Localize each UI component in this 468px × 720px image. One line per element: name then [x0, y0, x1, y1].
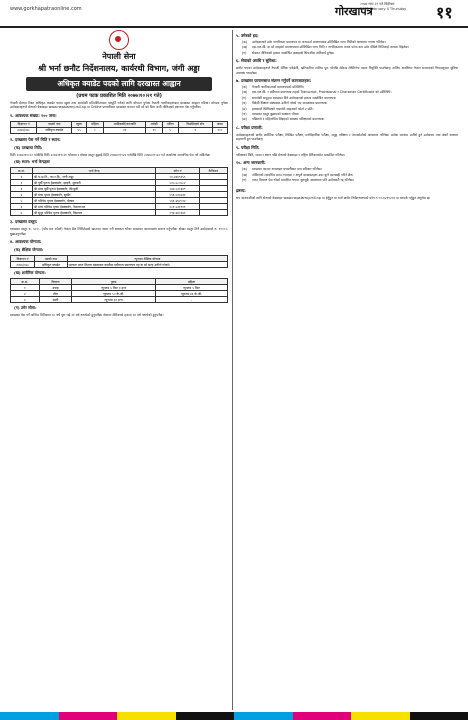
list-item-text: समावेशी समूहमा दरखास्त दिने उम्मेदवारको हकमा सम्बन्धित प्रमाणपत्र।	[252, 95, 337, 100]
list-item-text: उम्मेदवारको उमेर नागरिकता प्रमाणपत्र वा जन्मदर्ता प्रमाणपत्रमा उल्लिखित जन्म मितिको आधारमा गणना गरिनेछ।	[252, 40, 386, 44]
org-name: नेपाली सेना	[102, 52, 136, 61]
section-heading: ८. परीक्षा प्रणाली:	[236, 124, 263, 130]
table-cell: ५	[162, 127, 178, 133]
list-item: (च) दरखास्त दस्तुर बुझाएको सक्कल भौचर।	[242, 112, 458, 116]
list-item-text: सेवारत सैनिकको हकमा सम्बन्धित इकाइको सिफारिस अनिवार्य हुनेछ।	[252, 50, 335, 55]
notice-header	[10, 30, 228, 99]
section-heading: ९. परीक्षा मिति:	[236, 144, 260, 150]
list-item: (ख) एस.एल.सी. र प्रवीणता प्रमाणपत्र तहको Transcript, Provisional र Character Certificate को प्रतिलिपि।	[242, 90, 458, 94]
table-cell: १	[11, 285, 40, 291]
education-table	[10, 255, 228, 268]
table-cell: ०४७-५२०३४९	[156, 186, 199, 192]
table-cell: ३	[11, 297, 40, 303]
table-cell: १००	[212, 127, 227, 133]
directorate-name: श्री भर्ना छनौट निर्देशनालय, कार्यरथी विभाग, जंगी अड्डा	[38, 64, 200, 73]
list-item-text: एस.एल.सी. र प्रवीणता प्रमाणपत्र तहको Transcript, Provisional र Character Certificate को प्रतिलिपि।	[252, 90, 392, 95]
table-cell: २	[11, 180, 33, 186]
section-text: परीक्षाको मिति, समय र स्थान पछि सेनाको वेबसाइट र राष्ट्रिय दैनिकमार्फत प्रकाशित गरिनेछ।	[236, 152, 345, 157]
table-cell: ०५६-५२८७३१	[156, 192, 199, 198]
table-cell: श्री पश्चिम पृतना हेडक्वार्टर, पोखरा	[32, 198, 155, 204]
table-header: पदको नाम	[37, 121, 72, 127]
table-cell: न्यूनतम ४६ के.जी.	[155, 291, 227, 297]
table-header: विवरण	[39, 279, 72, 285]
dateline-english: 2021 February 4 Thursday	[360, 7, 407, 11]
list-item: (ङ) हालसालै खिचिएको पासपोर्ट साइजको फोटो २ प्रति।	[242, 107, 458, 111]
table-cell: २	[11, 291, 40, 297]
list-item: (क) नेपाली नागरिकताको प्रमाणपत्रको प्रतिलिपि।	[242, 85, 458, 89]
table-row	[11, 297, 228, 303]
table-header: पुरुष	[72, 279, 156, 285]
table-cell: श्री मध्य पूर्वी पृतना हेडक्वार्टर, सिन्धुली	[32, 186, 155, 192]
list-item-text: गलत विवरण पेस गरेको प्रमाणित भएमा जुनसुकै अवस्थामा पनि उम्मेदवारी रद्द गरिनेछ।	[252, 177, 354, 182]
table-cell: श्री मध्य पृतना हेडक्वार्टर, सुर्खेत	[32, 192, 155, 198]
army-emblem-icon	[109, 30, 129, 50]
subsection-heading: (ग) उमेर सीमा:	[14, 305, 37, 311]
table-header: विज्ञापन नं	[11, 121, 37, 127]
table-header: खुला	[72, 121, 86, 127]
table-cell: ८	[86, 127, 103, 133]
table-row	[11, 210, 228, 216]
page-number: ११	[436, 3, 453, 22]
subsection-heading: (क) दरखास्त मिति:	[14, 144, 43, 150]
table-cell: ०८१-५२१९११	[156, 204, 199, 210]
table-cell: ०२५-५८०५८२	[156, 180, 199, 186]
table-cell: तौल	[39, 291, 72, 297]
table-cell: ३	[11, 186, 33, 192]
list-item: (ग) समावेशी समूहमा दरखास्त दिने उम्मेदवारको हकमा सम्बन्धित प्रमाणपत्र।	[242, 96, 458, 100]
list-item-text: तोकिएको म्यादभित्र प्राप्त नभएका र अपूर्ण दरखास्तहरू उपर कुनै कारबाही गरिने छैन।	[252, 172, 354, 177]
table-cell: न्यूनतम ३२ इन्च	[72, 297, 156, 303]
notice-title: अधिकृत क्याडेट पदको लागि दरखास्त आह्वान	[26, 77, 212, 91]
intro-paragraph: नेपाली सेनामा रिक्त अधिकृत क्याडेट पदमा खुला तथा समावेशी प्रतियोगिताबाट पदपूर्ति गर्नको लागि योग्यता पुगेका नेपाली नागरिकहरूबाट दरखास्त आह्वान गरिन्छ। योग्यता पुगेका उम्मेदवारहरूले सेनाको वेबसाइट www.nepalarmy.mil.np मा Online प्रणालीबाट दरखास्त फाराम भरी सो को प्रिन्ट कपी तोकिएको स्थानमा पेश गर्नुपर्नेछ।	[10, 101, 228, 110]
list-item: (ग) गलत विवरण पेस गरेको प्रमाणित भएमा जुनसुकै अवस्थामा पनि उम्मेदवारी रद्द गरिनेछ।	[242, 178, 458, 182]
table-header: फोन नं	[156, 168, 199, 174]
section-text: छनौट भएका उम्मेदवारहरूले नेपाली सैनिक एकेडेमी, खरिपाटीमा तालिम पूरा गरेपछि सेकेन्ड लेफ्टिनेन्ट पदमा नियुक्ति पाउनेछन्। तालिम अवधिभर नेपाल सरकारको नियमानुसार सुविधा उपलब्ध गराइनेछ।	[236, 66, 458, 75]
website-url: www.gorkhapatraonline.com	[10, 6, 82, 12]
list-item-text: एस.एल.सी. वा सो सरहको प्रमाणपत्रमा उल्लिखित जन्म मिति र नागरिकतामा फरक परेमा कम उमेर देखिने मितिलाई मान्यता दिइनेछ।	[252, 45, 409, 50]
table-cell: ४	[11, 192, 33, 198]
table-cell: ५५	[72, 127, 86, 133]
subsection-heading: (क) शैक्षिक योग्यता:	[14, 247, 44, 253]
table-row	[11, 127, 228, 133]
table-cell: ०६१-४६२०२२	[156, 198, 199, 204]
table-cell: न्यूनतम ५ फिट ३ इन्च	[72, 285, 156, 291]
table-header: महिला	[86, 121, 103, 127]
table-header: महिला	[155, 279, 227, 285]
table-header: भर्ना केन्द्र	[32, 168, 155, 174]
table-header: आदिवासी/जनजाति	[104, 121, 146, 127]
table-cell: १	[11, 174, 33, 180]
table-cell: न्यूनतम ५० के.जी.	[72, 291, 156, 297]
table-header: दलित	[162, 121, 178, 127]
section-text: उम्मेदवारहरूको छनौट शारीरिक परीक्षा, लिखित परीक्षा, मनोवैज्ञानिक परीक्षा, समूह परीक्षण र अन्तर्वार्ताको आधारमा गरिनेछ। प्रत्येक चरणमा उत्तीर्ण हुने उम्मेदवार मात्र अर्को चरणमा सहभागी हुन पाउनेछन्।	[236, 132, 458, 142]
table-header: पदको नाम	[35, 256, 68, 262]
table-row	[11, 262, 228, 268]
section-heading: २. दरखास्त पेस गर्ने मिति र स्थान:	[10, 136, 61, 142]
section-heading: ७. दरखास्त फारामसाथ संलग्न गर्नुपर्ने कागजातहरू:	[236, 78, 312, 84]
subsection-heading: (ख) शारीरिक योग्यता:	[14, 270, 46, 276]
list-item: (घ) विदेशी शिक्षण संस्थाबाट उत्तीर्ण गरेको भए समकक्षता प्रमाणपत्र।	[242, 101, 458, 105]
right-column	[236, 30, 458, 710]
section-text: मिति २०७७।१०।२२ गतेदेखि मिति २०७७।११।२१ गतेसम्म र दोब्बर दस्तुर बुझाई मिति २०७७।११।२२ गतेदेखि मिति २०७७।११।२८ गते कार्यालय समयभित्र पेस गर्न सकिनेछ।	[10, 152, 211, 157]
centers-table	[10, 167, 228, 216]
table-cell	[199, 210, 227, 216]
list-item-text: पछिल्लो ६ महिनाभित्र लिइएको स्वास्थ्य परीक्षणको प्रमाणपत्र।	[252, 117, 325, 122]
table-header: न्यूनतम शैक्षिक योग्यता	[67, 256, 227, 262]
column-divider	[232, 30, 233, 710]
table-cell: ७	[11, 210, 33, 216]
note-text: थप जानकारीको लागि सेनाको वेबसाइट www.nepalarmy.mil.np मा हेर्नुहुन वा भर्ना छनौट निर्देशनालयको फोन नं ०१-४२६९२५९ मा सम्पर्क गर्नुहुन अनुरोध छ।	[236, 196, 431, 201]
list-item: (ग) सेवारत सैनिकको हकमा सम्बन्धित इकाइको सिफारिस अनिवार्य हुनेछ।	[242, 51, 458, 55]
section-heading: ५. उमेरको हद:	[236, 33, 259, 38]
section-text: दरखास्त पेस गर्ने अन्तिम मितिसम्म १८ वर्ष पूरा भई २१ वर्ष ननाघेको हुनुपर्नेछ। सेवारत सैनिकको हकमा २४ वर्ष ननाघेको हुनुपर्नेछ।	[10, 313, 164, 318]
newspaper-header	[0, 0, 468, 28]
table-cell: २०७७/०७८	[11, 262, 35, 268]
table-cell: २०७७/०७८	[11, 127, 37, 133]
list-item: (क) दरखास्त फाराम अनलाइन प्रणालीबाट मात्र स्वीकार गरिनेछ।	[242, 167, 458, 171]
table-header: क्र.सं.	[11, 279, 40, 285]
section-heading: ३. दरखास्त दस्तुर:	[10, 219, 38, 225]
table-cell: ५	[11, 198, 33, 204]
table-cell: छाती	[39, 297, 72, 303]
section-heading: ४. आवश्यक योग्यता:	[10, 239, 42, 245]
table-cell: श्री पूर्वी पृतना हेडक्वार्टर, इटहरी, सुनसरी	[32, 180, 155, 186]
table-header: विज्ञापन नं	[11, 256, 35, 262]
dateline-nepali: २०७७ माघ २१ गते बिहीबार	[360, 2, 395, 6]
list-item: (ख) एस.एल.सी. वा सो सरहको प्रमाणपत्रमा उल्लिखित जन्म मिति र नागरिकतामा फरक परेमा कम उमेर देखिने मितिलाई मान्यता दिइनेछ।	[242, 45, 458, 49]
table-header: मधेसी	[146, 121, 162, 127]
left-column	[10, 30, 228, 710]
dateline	[360, 2, 406, 12]
table-cell: अधिकृत क्याडेट	[35, 262, 68, 268]
subsection-heading: (ख) स्थान: भर्ना केन्द्रहरू	[14, 159, 50, 165]
list-item-text: हालसालै खिचिएको पासपोर्ट साइजको फोटो २ प्रति।	[252, 106, 314, 111]
section-text: दरखास्त दस्तुर रु. ५००।- (पाँच सय रुपैयाँ) नेपाल बैंक लिमिटेडको खातामा जम्मा गरी सक्कल भौचर दरखास्त फारामसाथ संलग्न गर्नुपर्नेछ। दोब्बर दस्तुर तिर्ने उम्मेदवारले रु. १०००।- बुझाउनुपर्नेछ।	[10, 227, 228, 236]
publication-date: (प्रथम पटक प्रकाशित मिति २०७७।१०।२१ गते)	[76, 93, 162, 99]
table-cell: अधिकृत क्याडेट	[37, 127, 72, 133]
table-cell: न्यूनतम ५ फिट	[155, 285, 227, 291]
list-item: (क) उम्मेदवारको उमेर नागरिकता प्रमाणपत्र वा जन्मदर्ता प्रमाणपत्रमा उल्लिखित जन्म मितिको आधारमा गणना गरिनेछ।	[242, 40, 458, 44]
table-cell: मान्यता प्राप्त शिक्षण संस्थाबाट कम्तीमा प्रवीणता प्रमाणपत्र तह वा सो सरह उत्तीर्ण गरेको।	[67, 262, 227, 268]
list-item-text: विदेशी शिक्षण संस्थाबाट उत्तीर्ण गरेको भए समकक्षता प्रमाणपत्र।	[252, 101, 328, 106]
table-header: क्र.सं.	[11, 168, 33, 174]
section-heading: १. आवश्यक संख्या: १०० जना।	[10, 112, 57, 118]
table-cell: १०	[146, 127, 162, 133]
table-cell: ०१-४२६९२५९	[156, 174, 199, 180]
note-heading: द्रष्टव्य:	[236, 188, 246, 194]
table-cell: २	[178, 127, 212, 133]
physical-table	[10, 278, 228, 303]
list-item-text: दरखास्त दस्तुर बुझाएको सक्कल भौचर।	[252, 112, 300, 117]
section-heading: १०. अन्य जानकारी:	[236, 160, 266, 166]
table-cell: १२	[104, 127, 146, 133]
table-cell: श्री सुदूर पश्चिम पृतना हेडक्वार्टर, दिपायल	[32, 210, 155, 216]
table-cell: ६	[11, 204, 33, 210]
list-item-text: नेपाली नागरिकताको प्रमाणपत्रको प्रतिलिपि।	[252, 85, 305, 90]
vacancy-table	[10, 121, 228, 134]
list-item: (ख) तोकिएको म्यादभित्र प्राप्त नभएका र अपूर्ण दरखास्तहरू उपर कुनै कारबाही गरिने छैन।	[242, 173, 458, 177]
table-header: कैफियत	[199, 168, 227, 174]
table-cell: श्री मध्य पश्चिम पृतना हेडक्वार्टर, नेपालगञ्ज	[32, 204, 155, 210]
print-registration-strip	[0, 712, 468, 720]
table-header: पिछडिएको क्षेत्र	[178, 121, 212, 127]
table-header: जम्मा	[212, 121, 227, 127]
section-heading: ६. सेवाको अवधि र सुविधा:	[236, 58, 277, 64]
table-cell: -	[155, 297, 227, 303]
list-item-text: दरखास्त फाराम अनलाइन प्रणालीबाट मात्र स्वीकार गरिनेछ।	[252, 167, 322, 172]
table-cell: उचाइ	[39, 285, 72, 291]
table-cell: श्री भ.छ.नि., का.र.वि., जंगी अड्डा	[32, 174, 155, 180]
masthead: गोरखापत्र	[335, 5, 373, 18]
list-item: (छ) पछिल्लो ६ महिनाभित्र लिइएको स्वास्थ्य परीक्षणको प्रमाणपत्र।	[242, 117, 458, 121]
table-cell: ०९४-४४०२४१	[156, 210, 199, 216]
